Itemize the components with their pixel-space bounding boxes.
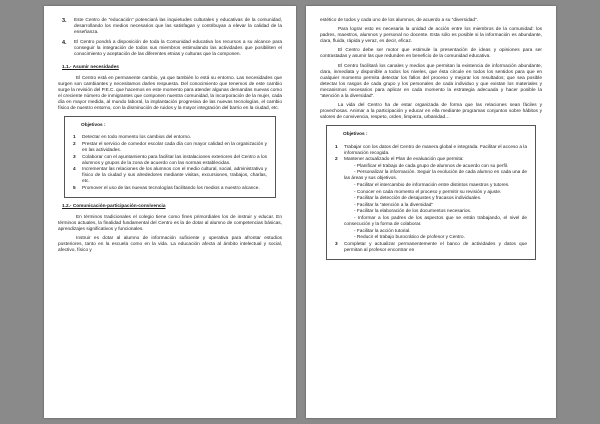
objective-text: Incrementar las relaciones de los alumnos con el medio cultural, social, administrativo y físico de la ciudad y sus alrededores mediante visitas, excursiones, trabajos, charlas, etc.: [82, 167, 267, 185]
section-heading-needs: 1.1.- Asumir necesidades: [62, 64, 119, 70]
paragraph: El Centro está en permanente cambio, ya que también lo está su entorno. Las necesidades que surgen son cambiantes y necesitamos darles respuesta. Del conocimiento que tenemos de este cambio surge la revisión del P.E.C. que hacemos en este momento para atender algunas demandas nuevas como el creciente número de inmigrantes que componen nuestra comunidad, la incorporación de la mujer, cada día en mayor medida, al mundo laboral, la implantación progresiva de las nuevas tecnologías, el cambio físico de nuestro entorno, con la disminución de ruidos y la mayor integración del barrio en la ciudad, etc.: [58, 75, 282, 112]
objective-item: [73, 167, 267, 185]
sub-item: - Reducir el trabajo burocrático de profesor y Centro.: [354, 235, 465, 241]
paragraph: El Centro debe ser motor que estimule la presentación de ideas y opiniones para ser contrastadas y asumir las que redunden en beneficio de la comunidad educativa.: [320, 48, 542, 60]
paragraph: estético de todos y cada uno de los alumnos, de acuerdo a su “diversidad”.: [320, 18, 478, 23]
objective-text: Colaborar con el ayuntamiento para facilitar las instalaciones exteriores del Centro a los alumnos y grupos de la zona de acuerdo con las normas establecidas.: [82, 154, 267, 166]
item-text: Este Centro de “educación” potenciará las inquietudes culturales y educativas de la comunidad, desarrollando los medios necesarios que las satisfagan y contribuyan a elevar la calidad de la enseñanza.: [74, 18, 282, 36]
objective-text: Mantener actualizado el Plan de evaluación que permita:: [344, 157, 464, 163]
objective-item: [73, 135, 267, 141]
section-heading-communication: 1.2.- Comunicación-participación-convivencia: [62, 203, 166, 209]
objective-text: Prestar el servicio de comedor escolar cada día con mayor calidad en la organización y en las actividades.: [82, 141, 267, 153]
objective-number: 2: [335, 157, 338, 163]
paragraph: En términos tradicionales el colegio tiene como fines primordiales los de instruir y educar. En términos actuales, la finalidad fundamental del Centro es la de dotar al alumno de competencias básicas, aprendizajes significativos y funcionales.: [58, 214, 282, 232]
sub-item: - Facilitar la detección de desajustes y fracasos individuales.: [354, 196, 482, 202]
item-text: El Centro pondrá a disposición de toda la Comunidad educativa los recursos a su alcance para conseguir la integración de todos sus miembros estimulando las actividades que posibiliten el conocimiento y aceptación de las diferentes etnias y culturas que la componen.: [74, 40, 282, 58]
right-page: [306, 6, 556, 418]
objectives-title: Objetivos :: [81, 123, 106, 129]
objectives-box: [64, 116, 276, 197]
sub-item: - Planificar el trabajo de cada grupo de alumnos de acuerdo con su perfil.: [354, 163, 509, 169]
objective-item: [335, 145, 527, 157]
sub-item: - Facilitar la “atención a la diversidad”: [354, 202, 433, 208]
objective-item: [335, 157, 527, 163]
objective-item: [73, 155, 267, 167]
objective-number: 5: [73, 186, 76, 192]
sub-item: - Personalizar la información. Seguir la evolución de cada alumno en cada una de las áreas y sus objetivos.: [344, 170, 527, 182]
objective-item: [335, 242, 527, 254]
sub-item: - Informar a los padres de los aspectos que se están trabajando, el nivel de consecución y la forma de colaborar.: [344, 216, 527, 228]
objective-item: [73, 142, 267, 154]
objective-number: 1: [335, 144, 338, 150]
objective-text: Detectar en todo momento los cambios del entorno.: [82, 135, 192, 141]
objective-text: Trabajar con los datos del Centro de manera global e integrada. Facilitar el acceso a la información recogida.: [344, 144, 527, 156]
objective-number: 1: [73, 135, 76, 141]
objective-item: [73, 186, 267, 192]
paragraph: Instruir es dotar al alumno de información suficiente y operativa para afrontar estudios posteriores, tanto en la escuela como en la vida. La educación afecta al ámbito intelectual y social, afectivo, físico y: [58, 236, 282, 254]
objective-number: 4: [73, 167, 76, 173]
objective-number: 3: [335, 241, 338, 247]
sub-item: - Conocer en cada momento el proceso y permitir su revisión y ajuste.: [354, 189, 502, 195]
objective-text: Promover el uso de las nuevas tecnologías facilitando los medios a nuestro alcance.: [82, 186, 260, 192]
numbered-item-4: [62, 40, 282, 58]
item-number: 4.: [62, 40, 67, 47]
objective-number: 3: [73, 154, 76, 160]
paragraph: Para lograr esto es necesaria la unidad de acción entre los miembros de la comunidad: los padres, maestros, alumnos y personal no docente. Esta sólo es posible si la información es abundante, clara, fluida, rápida y veraz, es decir, eficaz.: [320, 27, 542, 45]
sub-item: - Facilitar el intercambio de información entre distintos maestros y tutores.: [354, 183, 510, 189]
item-number: 3.: [62, 18, 67, 24]
paragraph: El Centro facilitará los canales y medios que permitan la existencia de información abundante, clara, inmediata y disponible a todos los niveles, que ésta circule en todos los sentidos para que en cualquier momento permita detectar los fallos del proceso y mejorar los resultados; que sea posible detectar los rasgos de cada grupo y los personales de cada individuo y que existan los materiales y mecanismos necesarios para aplicar en cada momento la estrategia adecuada y hacer posible la “atención a la diversidad”.: [320, 63, 542, 100]
left-page: [44, 6, 296, 418]
objectives-title: Objetivos :: [343, 132, 368, 138]
paragraph: La vida del Centro ha de estar organizada de forma que las relaciones sean fáciles y provechosas. Animar a la participación y educar en ella mediante programas conjuntos sobre hábitos y valores de convivencia, respeto, orden, limpieza, urbanidad…: [320, 103, 542, 121]
objective-text: Completar y actualizar permanentemente el banco de actividades y datos que permitan al profesor encontrar en: [344, 241, 527, 253]
objectives-box: [326, 125, 536, 259]
sub-item: - Facilitar la acción tutorial.: [354, 228, 411, 234]
sub-item: - Facilitar la elaboración de los documentos necesarios.: [354, 209, 472, 215]
numbered-item-3: [62, 18, 282, 36]
objective-number: 2: [73, 141, 76, 147]
